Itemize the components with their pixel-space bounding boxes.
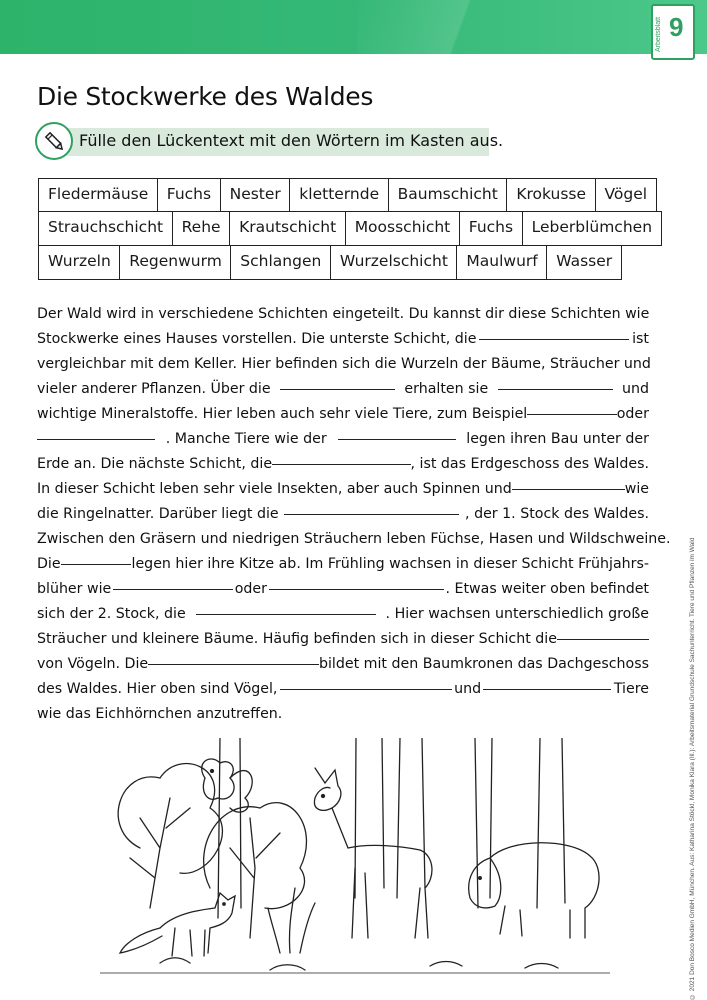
text-segment: wichtige Mineralstoffe. Hier leben auch sehr viele Tiere, zum Beispiel [37,406,528,422]
text-segment: wie [624,481,649,497]
text-segment: die Ringelnatter. Darüber liegt die [37,506,279,522]
text-segment: bildet mit den Baumkronen das Dachgeschoss [318,656,649,672]
text-line [37,577,649,602]
word-cell: Nester [220,178,291,212]
text-segment: Zwischen den Gräsern und niedrigen Sträuchern leben Füchse, Hasen und Wildschweine. [37,531,671,547]
forest-illustration [100,738,610,988]
tree-trunks [218,738,565,918]
word-row [38,178,662,212]
blank-field[interactable] [269,577,444,590]
word-cell: Baumschicht [388,178,508,212]
text-segment: oder [616,406,649,422]
text-segment: und [454,681,482,697]
text-segment: oder [234,581,267,597]
cloze-text [37,302,671,727]
text-segment: und [621,381,649,397]
word-cell: Vögel [595,178,658,212]
text-line [37,352,649,377]
worksheet-number: 9 [669,12,684,42]
word-cell: Fuchs [459,211,523,247]
word-cell: Schlangen [230,245,331,281]
word-cell: Krautschicht [229,211,346,247]
text-segment: legen hier ihre Kitze ab. Im Frühling wachsen in dieser Schicht Frühjahrs- [131,556,649,572]
text-segment: legen ihren Bau unter der [466,431,649,447]
word-cell: Maulwurf [456,245,547,281]
word-cell: Wurzelschicht [330,245,458,281]
text-line [37,702,649,727]
blank-field[interactable] [113,577,233,590]
word-cell: Moosschicht [345,211,461,247]
text-segment: Die [37,556,61,572]
wild-boar [469,843,599,938]
text-segment: Sträucher und kleinere Bäume. Häufig befinden sich in dieser Schicht die [37,631,557,647]
word-cell: Leberblümchen [522,211,662,247]
blank-field[interactable] [272,452,410,465]
word-cell: Regenwurm [119,245,232,281]
text-segment: von Vögeln. Die [37,656,149,672]
text-segment: , ist das Erdgeschoss des Waldes. [410,456,649,472]
text-line [37,652,649,677]
worksheet-tag [651,4,695,60]
text-line [37,452,649,477]
word-cell: Wurzeln [38,245,121,281]
text-line [37,627,649,652]
text-line [37,677,649,702]
word-cell: Krokusse [506,178,596,212]
text-segment: wie das Eichhörnchen anzutreffen. [37,706,283,722]
text-segment: . Hier wachsen unterschiedlich große [385,606,649,622]
copyright-note: © 2021 Don Bosco Medien GmbH, München. Aus: Katharina Stöckl, Monika Klara (Ill.): Arbeitsmaterial Grundschule Sachunterricht. Tiere und Pflanzen im Wald [689,537,696,1000]
text-segment: Der Wald wird in verschiedene Schichten eingeteilt. Du kannst dir diese Schichten wie [37,306,650,322]
pencil-icon [35,122,73,160]
header-band [0,0,707,54]
deer [314,768,432,938]
word-cell: kletternde [289,178,389,212]
page-title: Die Stockwerke des Waldes [37,82,374,111]
text-segment: . Etwas weiter oben befindet [445,581,649,597]
blank-field[interactable] [527,402,617,415]
text-line [37,552,649,577]
text-segment: In dieser Schicht leben sehr viele Insekten, aber auch Spinnen und [37,481,512,497]
bush-left [118,764,222,908]
blank-field[interactable] [61,552,131,565]
text-line [37,302,649,327]
task-instruction [35,122,504,162]
blank-field[interactable] [196,602,376,615]
blank-field[interactable] [280,677,452,690]
text-line [37,402,649,427]
word-cell: Fuchs [157,178,221,212]
text-segment: sich der 2. Stock, die [37,606,186,622]
text-segment: Tiere [613,681,649,697]
worksheet-label: Arbeitsblatt [655,16,662,52]
blank-field[interactable] [512,477,625,490]
task-text: Fülle den Lückentext mit den Wörtern im Kasten aus. [79,131,504,150]
blank-field[interactable] [148,652,319,665]
blank-field[interactable] [483,677,611,690]
text-segment: des Waldes. Hier oben sind Vögel, [37,681,278,697]
blank-field[interactable] [284,502,459,515]
word-row [38,246,662,280]
text-line [37,502,649,527]
blank-field[interactable] [498,377,613,390]
text-segment: Erde an. Die nächste Schicht, die [37,456,273,472]
text-line [37,327,649,352]
text-line [37,477,649,502]
text-segment: vergleichbar mit dem Keller. Hier befinden sich die Wurzeln der Bäume, Sträucher und [37,356,651,372]
squirrel [202,759,253,812]
blank-field[interactable] [338,427,456,440]
word-row [38,212,662,246]
text-segment: . Manche Tiere wie der [165,431,327,447]
text-segment: ist [632,331,649,347]
text-line [37,377,649,402]
word-cell: Rehe [172,211,231,247]
ground-plants [100,888,610,973]
text-segment: erhalten sie [404,381,489,397]
text-segment: blüher wie [37,581,112,597]
word-cell: Strauchschicht [38,211,173,247]
text-segment: vieler anderer Pflanzen. Über die [37,381,271,397]
blank-field[interactable] [37,427,155,440]
text-line [37,427,649,452]
blank-field[interactable] [557,627,649,640]
text-line [37,527,671,552]
blank-field[interactable] [479,327,629,340]
word-cell: Wasser [546,245,622,281]
word-cell: Fledermäuse [38,178,158,212]
blank-field[interactable] [280,377,395,390]
text-segment: Stockwerke eines Hauses vorstellen. Die unterste Schicht, die [37,331,477,347]
text-line [37,602,649,627]
word-box [38,178,662,280]
text-segment: , der 1. Stock des Waldes. [465,506,649,522]
